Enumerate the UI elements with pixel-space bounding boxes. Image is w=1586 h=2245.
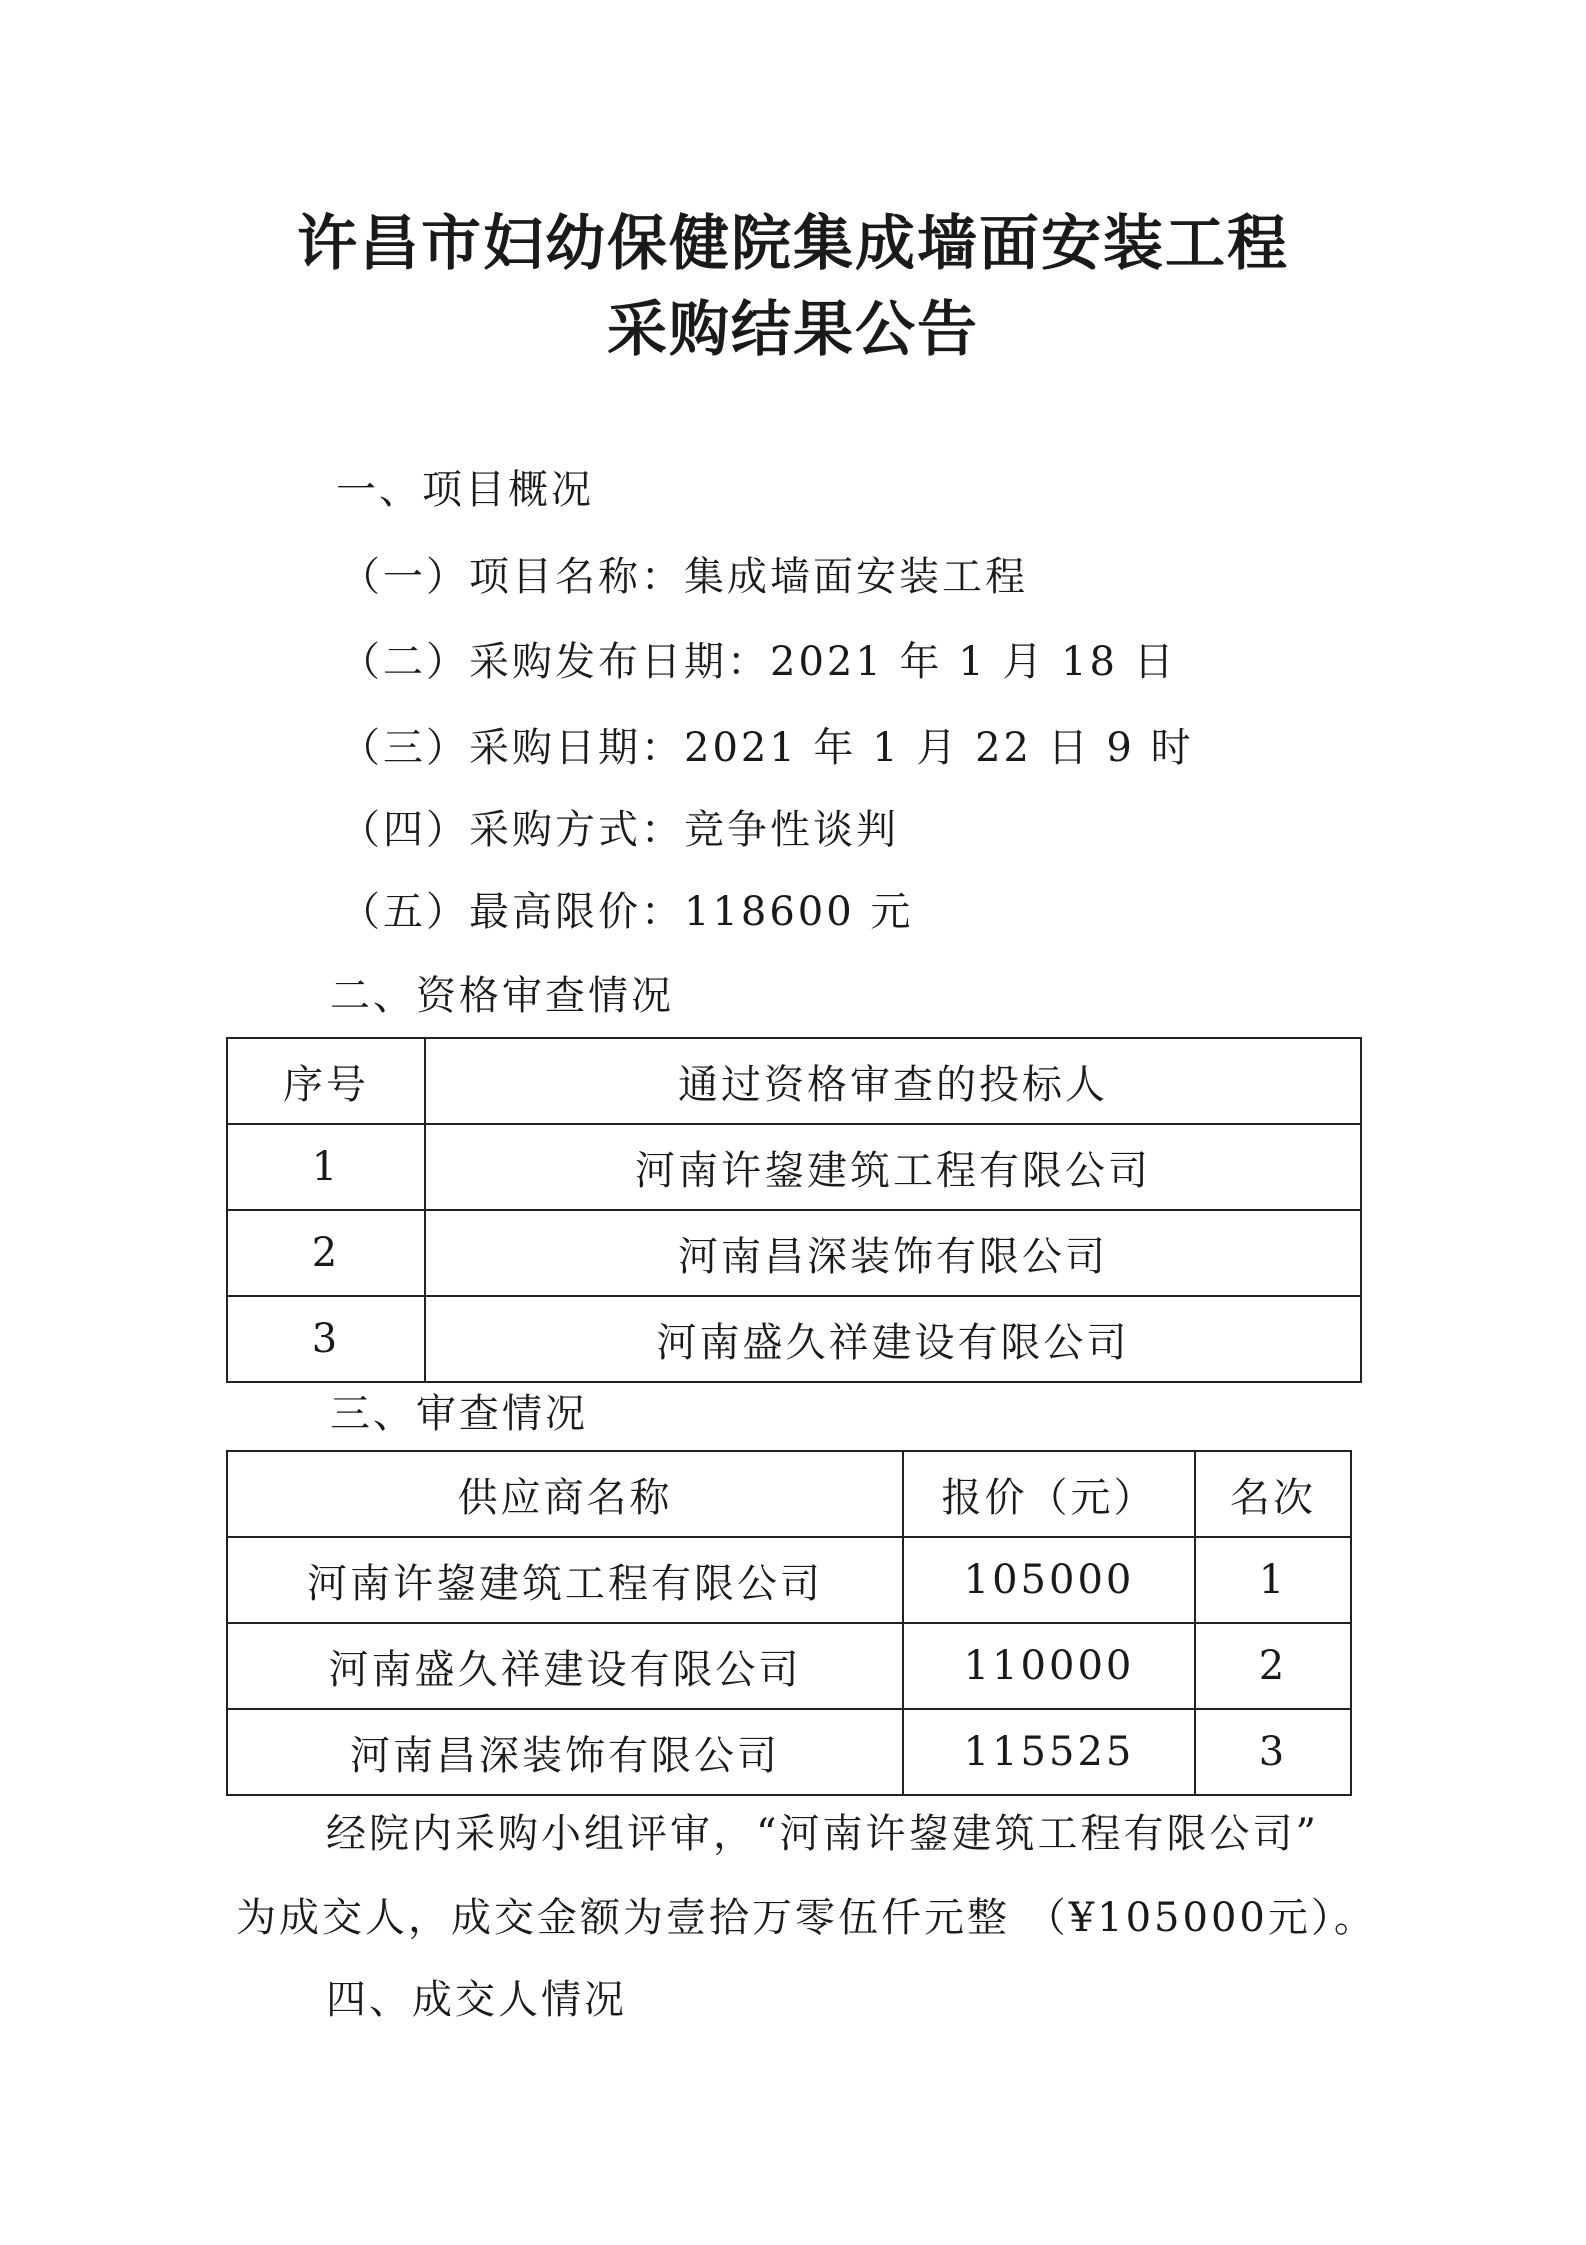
header-bidder: 通过资格审查的投标人 bbox=[425, 1038, 1361, 1124]
review-table bbox=[226, 1450, 1352, 1796]
supplier-cell: 河南昌深装饰有限公司 bbox=[227, 1709, 903, 1795]
section1-heading: 一、项目概况 bbox=[336, 467, 594, 513]
table-row bbox=[227, 1537, 1351, 1623]
supplier-cell: 河南许鋆建筑工程有限公司 bbox=[227, 1537, 903, 1623]
section4-heading: 四、成交人情况 bbox=[326, 1977, 627, 2023]
bidder-cell: 河南许鋆建筑工程有限公司 bbox=[425, 1124, 1361, 1210]
bidder-cell: 河南昌深装饰有限公司 bbox=[425, 1210, 1361, 1296]
seq-cell: 3 bbox=[227, 1296, 425, 1382]
procurement-method: （四）采购方式：竞争性谈判 bbox=[340, 807, 899, 853]
table-row bbox=[227, 1124, 1361, 1210]
document-title-line1: 许昌市妇幼保健院集成墙面安装工程 bbox=[297, 209, 1289, 279]
table-header-row bbox=[227, 1451, 1351, 1537]
header-seq: 序号 bbox=[227, 1038, 425, 1124]
qualification-table bbox=[226, 1037, 1362, 1383]
rank-cell: 2 bbox=[1195, 1623, 1351, 1709]
price-cell: 115525 bbox=[903, 1709, 1195, 1795]
table-row bbox=[227, 1210, 1361, 1296]
price-cell: 105000 bbox=[903, 1537, 1195, 1623]
conclusion-line1: 经院内采购小组评审，“河南许鋆建筑工程有限公司” bbox=[326, 1811, 1319, 1857]
supplier-cell: 河南盛久祥建设有限公司 bbox=[227, 1623, 903, 1709]
max-price: （五）最高限价：118600 元 bbox=[340, 889, 914, 935]
table-header-row bbox=[227, 1038, 1361, 1124]
price-cell: 110000 bbox=[903, 1623, 1195, 1709]
publish-date: （二）采购发布日期：2021 年 1 月 18 日 bbox=[340, 639, 1177, 685]
header-price: 报价（元） bbox=[903, 1451, 1195, 1537]
header-rank: 名次 bbox=[1195, 1451, 1351, 1537]
conclusion-line2: 为成交人，成交金额为壹拾万零伍仟元整 （¥105000元）。 bbox=[236, 1895, 1377, 1941]
document-title-line2: 采购结果公告 bbox=[607, 295, 979, 365]
section3-heading: 三、审查情况 bbox=[330, 1391, 588, 1437]
section2-heading: 二、资格审查情况 bbox=[330, 973, 674, 1019]
table-row bbox=[227, 1296, 1361, 1382]
seq-cell: 1 bbox=[227, 1124, 425, 1210]
seq-cell: 2 bbox=[227, 1210, 425, 1296]
table-row bbox=[227, 1623, 1351, 1709]
project-name: （一）项目名称：集成墙面安装工程 bbox=[340, 554, 1028, 600]
rank-cell: 3 bbox=[1195, 1709, 1351, 1795]
bidder-cell: 河南盛久祥建设有限公司 bbox=[425, 1296, 1361, 1382]
table-row bbox=[227, 1709, 1351, 1795]
header-supplier: 供应商名称 bbox=[227, 1451, 903, 1537]
rank-cell: 1 bbox=[1195, 1537, 1351, 1623]
procurement-date: （三）采购日期：2021 年 1 月 22 日 9 时 bbox=[340, 725, 1194, 771]
